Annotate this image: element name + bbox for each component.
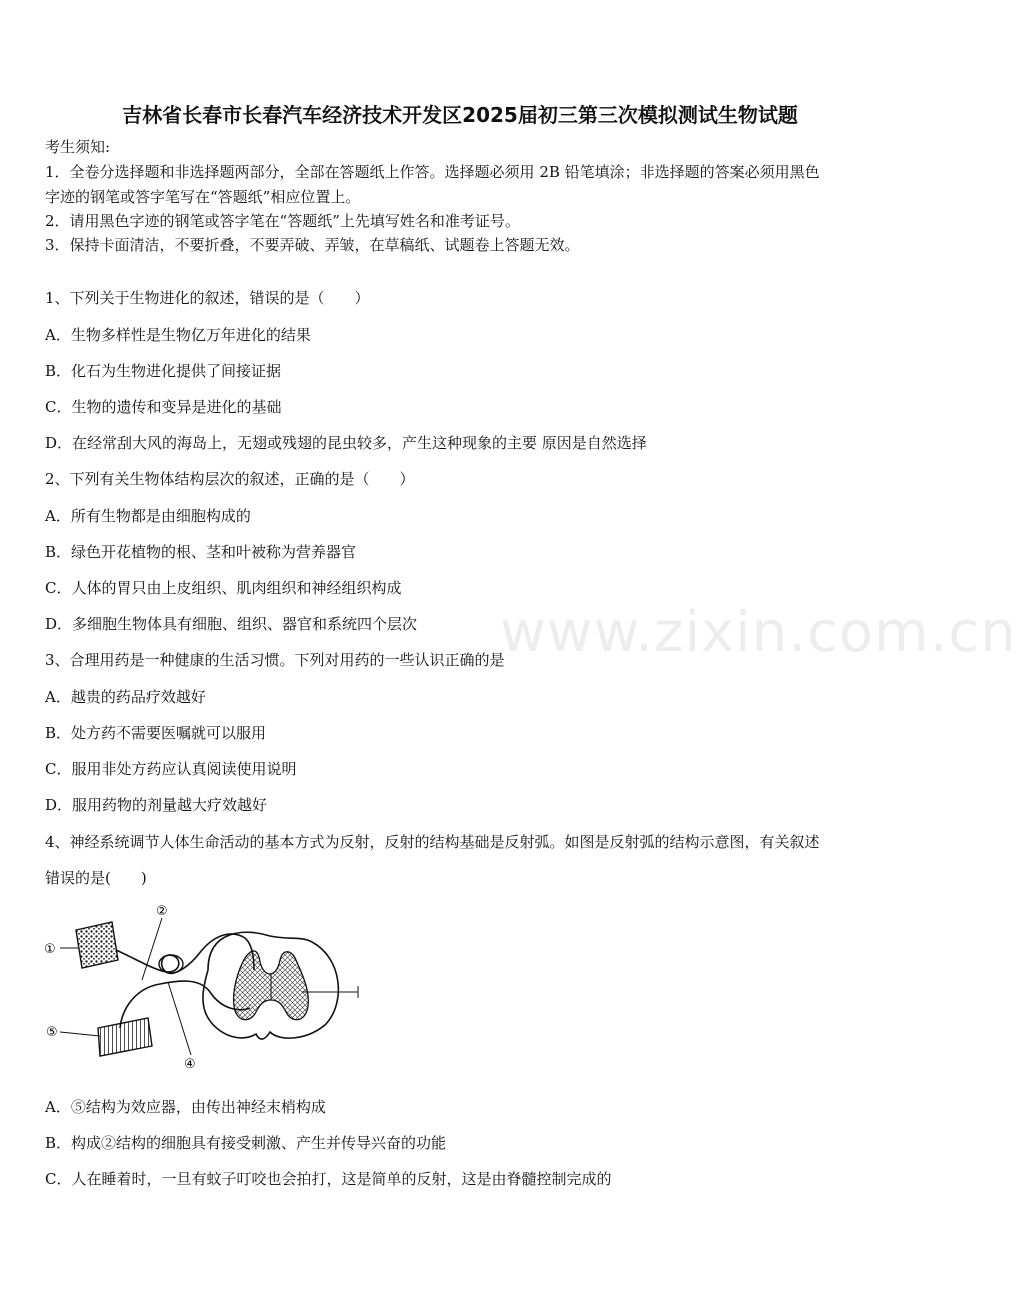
question-2-option-b[interactable]: B．绿色开花植物的根、茎和叶被称为营养器官 (45, 543, 357, 561)
question-2-option-c[interactable]: C．人体的胃只由上皮组织、肌肉组织和神经组织构成 (45, 579, 402, 597)
receptor-shape (76, 922, 118, 968)
label-4: ④ (184, 1057, 196, 1072)
question-1-option-a[interactable]: A．生物多样性是生物亿万年进化的结果 (45, 326, 311, 344)
question-4-stem: 4、神经系统调节人体生命活动的基本方式为反射，反射的结构基础是反射弧。如图是反射弧的结构示意图，有关叙述 (45, 833, 820, 851)
notice-item: 3．保持卡面清洁，不要折叠，不要弄破、弄皱，在草稿纸、试题卷上答题无效。 (45, 236, 580, 254)
question-3-option-c[interactable]: C．服用非处方药应认真阅读使用说明 (45, 760, 297, 778)
question-1-stem: 1、下列关于生物进化的叙述，错误的是（ ） (45, 289, 370, 307)
question-1-option-b[interactable]: B．化石为生物进化提供了间接证据 (45, 362, 282, 380)
question-2-stem: 2、下列有关生物体结构层次的叙述，正确的是（ ） (45, 470, 415, 488)
question-1-option-d[interactable]: D．在经常刮大风的海岛上，无翅或残翅的昆虫较多，产生这种现象的主要 原因是自然选择 (45, 434, 647, 452)
label-1: ① (44, 942, 56, 957)
question-3-option-d[interactable]: D．服用药物的剂量越大疗效越好 (45, 796, 268, 814)
label-2: ② (156, 904, 168, 919)
question-4-option-c[interactable]: C．人在睡着时，一旦有蚊子叮咬也会拍打，这是简单的反射，这是由脊髓控制完成的 (45, 1170, 612, 1188)
question-3-stem: 3、合理用药是一种健康的生活习惯。下列对用药的一些认识正确的是 (45, 651, 505, 669)
question-3-option-b[interactable]: B．处方药不需要医嘱就可以服用 (45, 724, 267, 742)
question-4-option-b[interactable]: B．构成②结构的细胞具有接受刺激、产生并传导兴奋的功能 (45, 1134, 447, 1152)
question-4-option-a[interactable]: A．⑤结构为效应器，由传出神经末梢构成 (45, 1098, 326, 1116)
question-2-option-d[interactable]: D．多细胞生物体具有细胞、组织、器官和系统四个层次 (45, 615, 418, 633)
label-5: ⑤ (46, 1025, 58, 1040)
question-2-option-a[interactable]: A．所有生物都是由细胞构成的 (45, 507, 251, 525)
notice-item: 字迹的钢笔或答字笔写在“答题纸”相应位置上。 (45, 188, 361, 206)
label-line-4 (168, 982, 191, 1055)
page-title: 吉林省长春市长春汽车经济技术开发区2025届初三第三次模拟测试生物试题 (122, 103, 798, 127)
notice-item: 2．请用黑色字迹的钢笔或答字笔在“答题纸”上先填写姓名和准考证号。 (45, 212, 520, 230)
watermark-text: www.zixin.com.cn (500, 600, 1017, 665)
question-4-stem-continued: 错误的是( ) (45, 869, 147, 887)
reflex-arc-figure (40, 900, 370, 1070)
effector-shape (98, 1018, 152, 1056)
question-1-option-c[interactable]: C．生物的遗传和变异是进化的基础 (45, 398, 282, 416)
notice-heading: 考生须知: (45, 138, 111, 156)
question-3-option-a[interactable]: A．越贵的药品疗效越好 (45, 688, 206, 706)
label-line-5 (60, 1032, 100, 1036)
notice-item: 1．全卷分选择题和非选择题两部分，全部在答题纸上作答。选择题必须用 2B 铅笔填涂；非选择题的答案必须用黑色 (45, 163, 820, 181)
